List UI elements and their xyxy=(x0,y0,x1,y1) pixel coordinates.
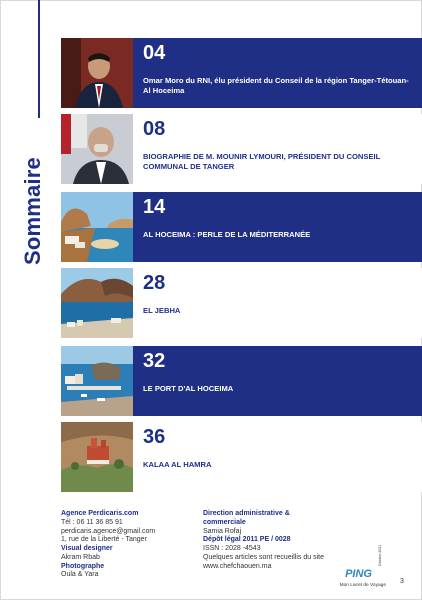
entry-caption: KALAA AL HAMRA xyxy=(143,460,212,469)
entry-band xyxy=(133,192,422,262)
fortress-photo xyxy=(61,422,133,492)
side-rule xyxy=(38,0,40,118)
designer-name: Akram Rbab xyxy=(61,553,100,561)
page-number-label: 14 xyxy=(143,196,166,218)
direction-name: Samia Rofaj xyxy=(203,527,242,535)
logo-name: PING xyxy=(345,568,372,580)
entry-band xyxy=(133,346,422,416)
logo-tagline: Mon Livret de Voyage xyxy=(339,583,386,588)
agency-name: Agence Perdicaris.com xyxy=(61,510,139,517)
entry-band xyxy=(133,268,422,338)
agency-address: 1, rue de la Liberté - Tanger xyxy=(61,536,147,544)
agency-phone: Tél : 06 11 36 85 91 xyxy=(61,518,123,526)
footer-credits-left xyxy=(61,510,191,580)
toc-entry-14[interactable] xyxy=(61,192,422,262)
ping-logo xyxy=(330,568,386,592)
toc-entry-32[interactable] xyxy=(61,346,422,416)
bay-photo xyxy=(61,268,133,338)
section-title: Sommaire xyxy=(20,157,45,265)
port-photo xyxy=(61,346,133,416)
toc-entry-04[interactable] xyxy=(61,38,422,108)
footer-credits-middle xyxy=(203,510,333,571)
page-number-label: 08 xyxy=(143,118,166,140)
source-note: Quelques articles sont recueillis du site www.chefchaouen.ma xyxy=(203,553,325,570)
portrait-photo xyxy=(61,38,133,108)
toc-entry-36[interactable] xyxy=(61,422,422,492)
entry-caption: AL HOCEIMA : PERLE DE LA MÉDITERRANÉE xyxy=(143,230,311,239)
photographer-label: Photographe xyxy=(61,562,105,570)
coast-photo xyxy=(61,192,133,262)
entry-band xyxy=(133,38,422,108)
page-number-label: 28 xyxy=(143,272,166,294)
toc-entry-28[interactable] xyxy=(61,268,422,338)
entry-band xyxy=(133,422,422,492)
direction-label: Direction administrative & commerciale xyxy=(203,510,290,526)
toc-entry-08[interactable] xyxy=(61,114,422,184)
entry-caption: EL JEBHA xyxy=(143,306,181,315)
page-number: 3 xyxy=(400,578,404,585)
designer-label: Visual designer xyxy=(61,545,113,552)
legal-deposit: Dépôt légal 2011 PE / 0028 xyxy=(203,536,291,544)
portrait-photo xyxy=(61,114,133,184)
page-number-label: 36 xyxy=(143,426,166,448)
page-number-label: 04 xyxy=(143,42,166,64)
entry-caption: BIOGRAPHIE DE M. MOUNIR LYMOURI, PRÉSIDENT DU CONSEIL COMMUNAL DE TANGER xyxy=(143,152,381,172)
entry-caption: Omar Moro du RNI, élu président du Conseil de la région Tanger-Tétouan-Al Hoceima xyxy=(143,76,409,96)
agency-email: perdicaris.agence@gmail.com xyxy=(61,527,156,535)
photographer-name: Oula & Yara xyxy=(61,571,99,579)
entry-band xyxy=(133,114,422,184)
page-number-label: 32 xyxy=(143,350,166,372)
issue-date: Octobre 2021 xyxy=(378,544,382,566)
issn: ISSN : 2028 -4543 xyxy=(203,545,261,552)
entry-caption: LE PORT D'AL HOCEIMA xyxy=(143,384,234,393)
